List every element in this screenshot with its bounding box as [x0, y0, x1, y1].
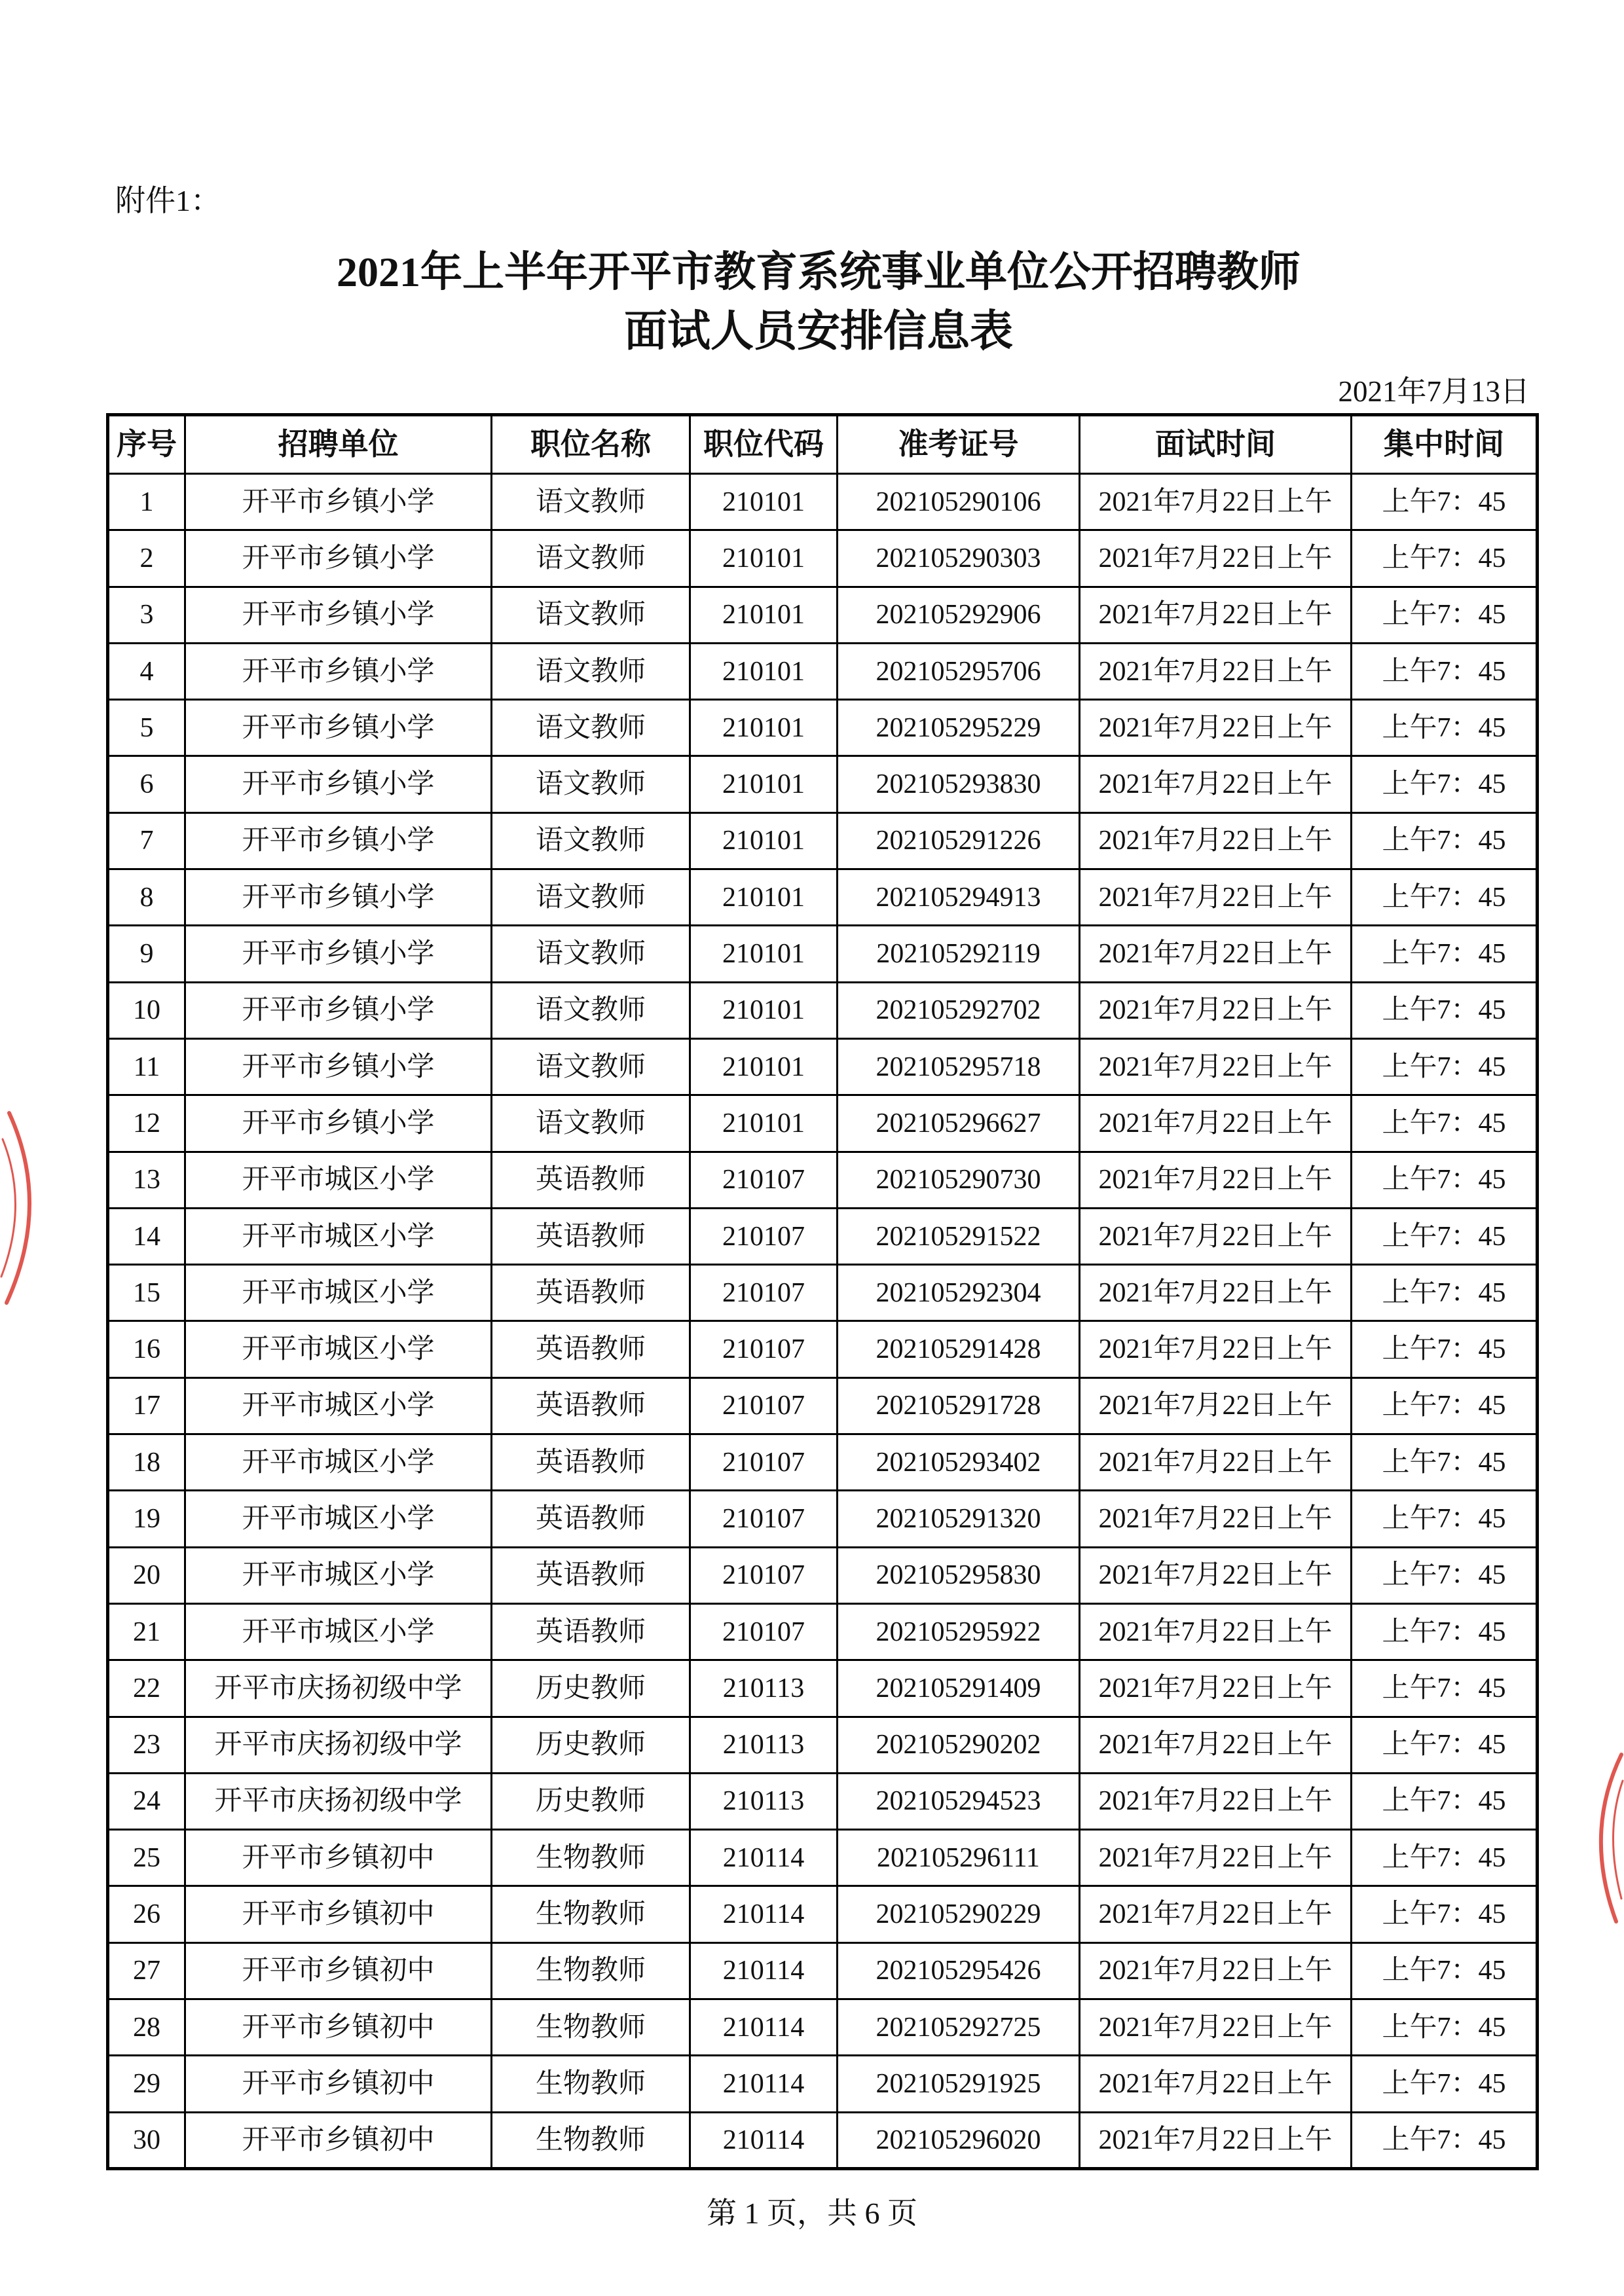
table-row — [108, 1152, 1538, 1208]
cell-recruiting-unit: 开平市乡镇小学 — [185, 700, 492, 756]
cell-recruiting-unit: 开平市乡镇初中 — [185, 2112, 492, 2168]
cell-gathering-time: 上午7：45 — [1352, 643, 1538, 699]
table-row — [108, 1717, 1538, 1773]
cell-gathering-time: 上午7：45 — [1352, 1265, 1538, 1321]
cell-interview-time: 2021年7月22日上午 — [1080, 1377, 1352, 1434]
cell-position-name: 英语教师 — [492, 1434, 690, 1491]
interview-schedule-table — [106, 413, 1539, 2170]
document-subtitle: 面试人员安排信息表 — [624, 308, 1013, 355]
cell-position-code: 210101 — [690, 869, 838, 926]
attachment-label: 附件1： — [115, 184, 221, 217]
cell-gathering-time: 上午7：45 — [1352, 2112, 1538, 2168]
cell-admission-number: 202105292725 — [838, 1999, 1080, 2056]
table-row — [108, 1321, 1538, 1377]
cell-admission-number: 202105292906 — [838, 587, 1080, 643]
cell-admission-number: 202105291428 — [838, 1321, 1080, 1377]
cell-interview-time: 2021年7月22日上午 — [1080, 869, 1352, 926]
header-position-name: 职位名称 — [492, 415, 690, 474]
table-row — [108, 643, 1538, 699]
cell-seq: 9 — [108, 926, 185, 982]
table-row — [108, 812, 1538, 869]
table-row — [108, 869, 1538, 926]
table-row — [108, 1491, 1538, 1547]
table-row — [108, 1038, 1538, 1095]
cell-interview-time: 2021年7月22日上午 — [1080, 700, 1352, 756]
seal-edge-right — [1601, 1755, 1621, 1922]
seal-edge-left — [7, 1113, 29, 1303]
table-row — [108, 1208, 1538, 1264]
cell-seq: 12 — [108, 1095, 185, 1152]
header-gathering-time: 集中时间 — [1352, 415, 1538, 474]
cell-admission-number: 202105290730 — [838, 1152, 1080, 1208]
cell-interview-time: 2021年7月22日上午 — [1080, 1547, 1352, 1603]
cell-position-code: 210114 — [690, 1942, 838, 1999]
cell-gathering-time: 上午7：45 — [1352, 1491, 1538, 1547]
cell-position-name: 语文教师 — [492, 982, 690, 1038]
table-row — [108, 926, 1538, 982]
cell-position-name: 语文教师 — [492, 812, 690, 869]
cell-admission-number: 202105291728 — [838, 1377, 1080, 1434]
cell-admission-number: 202105291522 — [838, 1208, 1080, 1264]
cell-admission-number: 202105292119 — [838, 926, 1080, 982]
cell-position-name: 语文教师 — [492, 869, 690, 926]
cell-admission-number: 202105295229 — [838, 700, 1080, 756]
cell-interview-time: 2021年7月22日上午 — [1080, 812, 1352, 869]
cell-recruiting-unit: 开平市庆扬初级中学 — [185, 1717, 492, 1773]
cell-position-name: 英语教师 — [492, 1152, 690, 1208]
cell-seq: 8 — [108, 869, 185, 926]
table-row — [108, 1886, 1538, 1942]
cell-position-name: 生物教师 — [492, 1999, 690, 2056]
cell-interview-time: 2021年7月22日上午 — [1080, 1321, 1352, 1377]
cell-position-code: 210101 — [690, 643, 838, 699]
cell-gathering-time: 上午7：45 — [1352, 1830, 1538, 1886]
cell-gathering-time: 上午7：45 — [1352, 700, 1538, 756]
cell-position-code: 210114 — [690, 1830, 838, 1886]
cell-gathering-time: 上午7：45 — [1352, 756, 1538, 812]
cell-position-name: 生物教师 — [492, 1886, 690, 1942]
cell-recruiting-unit: 开平市乡镇初中 — [185, 2056, 492, 2112]
cell-recruiting-unit: 开平市乡镇小学 — [185, 812, 492, 869]
cell-admission-number: 202105290229 — [838, 1886, 1080, 1942]
cell-recruiting-unit: 开平市庆扬初级中学 — [185, 1773, 492, 1829]
table-row — [108, 1942, 1538, 1999]
seal-edge-right-inner — [1613, 1781, 1623, 1899]
cell-admission-number: 202105293830 — [838, 756, 1080, 812]
cell-gathering-time: 上午7：45 — [1352, 1717, 1538, 1773]
cell-gathering-time: 上午7：45 — [1352, 926, 1538, 982]
issue-date: 2021年7月13日 — [1338, 375, 1530, 408]
cell-seq: 10 — [108, 982, 185, 1038]
cell-seq: 25 — [108, 1830, 185, 1886]
table-row — [108, 2056, 1538, 2112]
cell-position-code: 210114 — [690, 1886, 838, 1942]
document-title: 2021年上半年开平市教育系统事业单位公开招聘教师 — [337, 249, 1301, 295]
cell-interview-time: 2021年7月22日上午 — [1080, 1999, 1352, 2056]
cell-seq: 21 — [108, 1603, 185, 1660]
cell-seq: 1 — [108, 474, 185, 530]
cell-admission-number: 202105290303 — [838, 530, 1080, 587]
cell-position-name: 语文教师 — [492, 926, 690, 982]
cell-seq: 24 — [108, 1773, 185, 1829]
cell-interview-time: 2021年7月22日上午 — [1080, 1038, 1352, 1095]
cell-position-name: 英语教师 — [492, 1321, 690, 1377]
cell-seq: 11 — [108, 1038, 185, 1095]
cell-gathering-time: 上午7：45 — [1352, 587, 1538, 643]
cell-position-name: 语文教师 — [492, 1038, 690, 1095]
cell-interview-time: 2021年7月22日上午 — [1080, 1886, 1352, 1942]
cell-gathering-time: 上午7：45 — [1352, 1942, 1538, 1999]
cell-gathering-time: 上午7：45 — [1352, 2056, 1538, 2112]
cell-admission-number: 202105291409 — [838, 1660, 1080, 1717]
cell-interview-time: 2021年7月22日上午 — [1080, 587, 1352, 643]
cell-admission-number: 202105291320 — [838, 1491, 1080, 1547]
cell-interview-time: 2021年7月22日上午 — [1080, 2112, 1352, 2168]
cell-recruiting-unit: 开平市乡镇小学 — [185, 982, 492, 1038]
table-row — [108, 756, 1538, 812]
cell-position-code: 210107 — [690, 1152, 838, 1208]
cell-interview-time: 2021年7月22日上午 — [1080, 1603, 1352, 1660]
cell-recruiting-unit: 开平市乡镇小学 — [185, 926, 492, 982]
table-row — [108, 1377, 1538, 1434]
cell-interview-time: 2021年7月22日上午 — [1080, 1095, 1352, 1152]
cell-gathering-time: 上午7：45 — [1352, 1208, 1538, 1264]
cell-seq: 14 — [108, 1208, 185, 1264]
table-row — [108, 1547, 1538, 1603]
cell-admission-number: 202105295718 — [838, 1038, 1080, 1095]
cell-interview-time: 2021年7月22日上午 — [1080, 1773, 1352, 1829]
page-number-footer: 第 1 页，共 6 页 — [707, 2196, 917, 2230]
table-body — [108, 474, 1538, 2169]
cell-position-code: 210107 — [690, 1547, 838, 1603]
cell-seq: 20 — [108, 1547, 185, 1603]
cell-gathering-time: 上午7：45 — [1352, 1377, 1538, 1434]
cell-admission-number: 202105296111 — [838, 1830, 1080, 1886]
cell-gathering-time: 上午7：45 — [1352, 1321, 1538, 1377]
cell-position-name: 语文教师 — [492, 587, 690, 643]
cell-seq: 30 — [108, 2112, 185, 2168]
cell-position-code: 210107 — [690, 1321, 838, 1377]
table-row — [108, 1095, 1538, 1152]
table-row — [108, 530, 1538, 587]
cell-interview-time: 2021年7月22日上午 — [1080, 1265, 1352, 1321]
cell-position-code: 210101 — [690, 530, 838, 587]
cell-position-name: 历史教师 — [492, 1717, 690, 1773]
cell-position-name: 英语教师 — [492, 1265, 690, 1321]
cell-seq: 3 — [108, 587, 185, 643]
cell-interview-time: 2021年7月22日上午 — [1080, 1152, 1352, 1208]
cell-admission-number: 202105292702 — [838, 982, 1080, 1038]
cell-seq: 18 — [108, 1434, 185, 1491]
cell-seq: 23 — [108, 1717, 185, 1773]
header-row — [108, 415, 1538, 474]
cell-admission-number: 202105295830 — [838, 1547, 1080, 1603]
cell-position-name: 语文教师 — [492, 1095, 690, 1152]
header-admission-number: 准考证号 — [838, 415, 1080, 474]
cell-recruiting-unit: 开平市城区小学 — [185, 1491, 492, 1547]
cell-position-code: 210114 — [690, 2056, 838, 2112]
table-row — [108, 1773, 1538, 1829]
table-row — [108, 1660, 1538, 1717]
cell-seq: 17 — [108, 1377, 185, 1434]
cell-seq: 5 — [108, 700, 185, 756]
cell-seq: 6 — [108, 756, 185, 812]
cell-position-name: 历史教师 — [492, 1773, 690, 1829]
cell-position-name: 语文教师 — [492, 530, 690, 587]
cell-admission-number: 202105291226 — [838, 812, 1080, 869]
cell-position-code: 210101 — [690, 812, 838, 869]
cell-gathering-time: 上午7：45 — [1352, 1660, 1538, 1717]
cell-recruiting-unit: 开平市乡镇小学 — [185, 474, 492, 530]
table-row — [108, 1434, 1538, 1491]
cell-position-code: 210101 — [690, 700, 838, 756]
cell-position-code: 210114 — [690, 1999, 838, 2056]
cell-position-code: 210107 — [690, 1208, 838, 1264]
cell-gathering-time: 上午7：45 — [1352, 982, 1538, 1038]
cell-admission-number: 202105291925 — [838, 2056, 1080, 2112]
header-recruiting-unit: 招聘单位 — [185, 415, 492, 474]
cell-position-name: 生物教师 — [492, 2056, 690, 2112]
cell-recruiting-unit: 开平市城区小学 — [185, 1434, 492, 1491]
cell-recruiting-unit: 开平市乡镇初中 — [185, 1999, 492, 2056]
cell-interview-time: 2021年7月22日上午 — [1080, 1830, 1352, 1886]
cell-gathering-time: 上午7：45 — [1352, 1886, 1538, 1942]
cell-position-name: 英语教师 — [492, 1377, 690, 1434]
cell-position-code: 210107 — [690, 1491, 838, 1547]
table-row — [108, 982, 1538, 1038]
cell-seq: 19 — [108, 1491, 185, 1547]
cell-position-name: 生物教师 — [492, 1830, 690, 1886]
cell-position-code: 210107 — [690, 1265, 838, 1321]
cell-recruiting-unit: 开平市城区小学 — [185, 1603, 492, 1660]
cell-recruiting-unit: 开平市乡镇小学 — [185, 756, 492, 812]
cell-recruiting-unit: 开平市城区小学 — [185, 1265, 492, 1321]
cell-seq: 28 — [108, 1999, 185, 2056]
cell-gathering-time: 上午7：45 — [1352, 869, 1538, 926]
cell-interview-time: 2021年7月22日上午 — [1080, 2056, 1352, 2112]
cell-position-code: 210113 — [690, 1773, 838, 1829]
table-header — [108, 415, 1538, 474]
cell-gathering-time: 上午7：45 — [1352, 474, 1538, 530]
cell-recruiting-unit: 开平市城区小学 — [185, 1547, 492, 1603]
cell-interview-time: 2021年7月22日上午 — [1080, 474, 1352, 530]
cell-recruiting-unit: 开平市城区小学 — [185, 1321, 492, 1377]
cell-position-code: 210114 — [690, 2112, 838, 2168]
cell-position-name: 语文教师 — [492, 700, 690, 756]
cell-position-name: 英语教师 — [492, 1603, 690, 1660]
cell-admission-number: 202105295706 — [838, 643, 1080, 699]
cell-position-code: 210113 — [690, 1660, 838, 1717]
cell-gathering-time: 上午7：45 — [1352, 1152, 1538, 1208]
cell-admission-number: 202105296627 — [838, 1095, 1080, 1152]
cell-seq: 15 — [108, 1265, 185, 1321]
cell-position-name: 生物教师 — [492, 2112, 690, 2168]
cell-interview-time: 2021年7月22日上午 — [1080, 756, 1352, 812]
cell-gathering-time: 上午7：45 — [1352, 812, 1538, 869]
cell-interview-time: 2021年7月22日上午 — [1080, 643, 1352, 699]
cell-recruiting-unit: 开平市城区小学 — [185, 1377, 492, 1434]
cell-seq: 2 — [108, 530, 185, 587]
cell-recruiting-unit: 开平市乡镇小学 — [185, 587, 492, 643]
cell-gathering-time: 上午7：45 — [1352, 1038, 1538, 1095]
cell-recruiting-unit: 开平市乡镇小学 — [185, 1095, 492, 1152]
cell-admission-number: 202105296020 — [838, 2112, 1080, 2168]
cell-position-code: 210101 — [690, 587, 838, 643]
cell-position-name: 英语教师 — [492, 1491, 690, 1547]
cell-admission-number: 202105292304 — [838, 1265, 1080, 1321]
header-interview-time: 面试时间 — [1080, 415, 1352, 474]
cell-recruiting-unit: 开平市庆扬初级中学 — [185, 1660, 492, 1717]
cell-recruiting-unit: 开平市乡镇小学 — [185, 1038, 492, 1095]
cell-position-name: 英语教师 — [492, 1208, 690, 1264]
cell-interview-time: 2021年7月22日上午 — [1080, 982, 1352, 1038]
header-position-code: 职位代码 — [690, 415, 838, 474]
cell-seq: 22 — [108, 1660, 185, 1717]
table-row — [108, 1830, 1538, 1886]
cell-position-code: 210101 — [690, 1095, 838, 1152]
cell-seq: 7 — [108, 812, 185, 869]
cell-position-code: 210101 — [690, 756, 838, 812]
cell-seq: 13 — [108, 1152, 185, 1208]
cell-position-name: 历史教师 — [492, 1660, 690, 1717]
cell-gathering-time: 上午7：45 — [1352, 1999, 1538, 2056]
cell-recruiting-unit: 开平市乡镇初中 — [185, 1886, 492, 1942]
cell-recruiting-unit: 开平市乡镇小学 — [185, 530, 492, 587]
header-seq: 序号 — [108, 415, 185, 474]
cell-gathering-time: 上午7：45 — [1352, 1773, 1538, 1829]
cell-seq: 4 — [108, 643, 185, 699]
cell-recruiting-unit: 开平市城区小学 — [185, 1208, 492, 1264]
cell-position-name: 生物教师 — [492, 1942, 690, 1999]
table-row — [108, 474, 1538, 530]
cell-position-name: 语文教师 — [492, 643, 690, 699]
cell-gathering-time: 上午7：45 — [1352, 1547, 1538, 1603]
cell-seq: 26 — [108, 1886, 185, 1942]
cell-position-code: 210101 — [690, 474, 838, 530]
table-row — [108, 2112, 1538, 2168]
table-row — [108, 587, 1538, 643]
cell-seq: 27 — [108, 1942, 185, 1999]
cell-admission-number: 202105293402 — [838, 1434, 1080, 1491]
cell-admission-number: 202105294523 — [838, 1773, 1080, 1829]
cell-admission-number: 202105290106 — [838, 474, 1080, 530]
cell-interview-time: 2021年7月22日上午 — [1080, 1660, 1352, 1717]
cell-admission-number: 202105295426 — [838, 1942, 1080, 1999]
table-row — [108, 1265, 1538, 1321]
cell-seq: 16 — [108, 1321, 185, 1377]
cell-admission-number: 202105290202 — [838, 1717, 1080, 1773]
seal-edge-left-inner — [1, 1139, 16, 1277]
cell-gathering-time: 上午7：45 — [1352, 1095, 1538, 1152]
cell-gathering-time: 上午7：45 — [1352, 530, 1538, 587]
cell-seq: 29 — [108, 2056, 185, 2112]
cell-position-code: 210107 — [690, 1377, 838, 1434]
table-row — [108, 700, 1538, 756]
cell-position-code: 210113 — [690, 1717, 838, 1773]
cell-position-code: 210107 — [690, 1434, 838, 1491]
cell-admission-number: 202105294913 — [838, 869, 1080, 926]
cell-position-code: 210101 — [690, 1038, 838, 1095]
cell-interview-time: 2021年7月22日上午 — [1080, 1434, 1352, 1491]
cell-gathering-time: 上午7：45 — [1352, 1603, 1538, 1660]
cell-position-name: 语文教师 — [492, 756, 690, 812]
cell-interview-time: 2021年7月22日上午 — [1080, 1717, 1352, 1773]
cell-admission-number: 202105295922 — [838, 1603, 1080, 1660]
cell-gathering-time: 上午7：45 — [1352, 1434, 1538, 1491]
cell-recruiting-unit: 开平市乡镇初中 — [185, 1942, 492, 1999]
cell-recruiting-unit: 开平市乡镇小学 — [185, 643, 492, 699]
table-row — [108, 1603, 1538, 1660]
cell-recruiting-unit: 开平市乡镇初中 — [185, 1830, 492, 1886]
cell-recruiting-unit: 开平市城区小学 — [185, 1152, 492, 1208]
cell-interview-time: 2021年7月22日上午 — [1080, 926, 1352, 982]
cell-position-name: 语文教师 — [492, 474, 690, 530]
cell-interview-time: 2021年7月22日上午 — [1080, 1208, 1352, 1264]
cell-interview-time: 2021年7月22日上午 — [1080, 1942, 1352, 1999]
cell-position-code: 210107 — [690, 1603, 838, 1660]
cell-interview-time: 2021年7月22日上午 — [1080, 1491, 1352, 1547]
cell-position-code: 210101 — [690, 926, 838, 982]
cell-interview-time: 2021年7月22日上午 — [1080, 530, 1352, 587]
cell-position-name: 英语教师 — [492, 1547, 690, 1603]
table-row — [108, 1999, 1538, 2056]
cell-recruiting-unit: 开平市乡镇小学 — [185, 869, 492, 926]
cell-position-code: 210101 — [690, 982, 838, 1038]
